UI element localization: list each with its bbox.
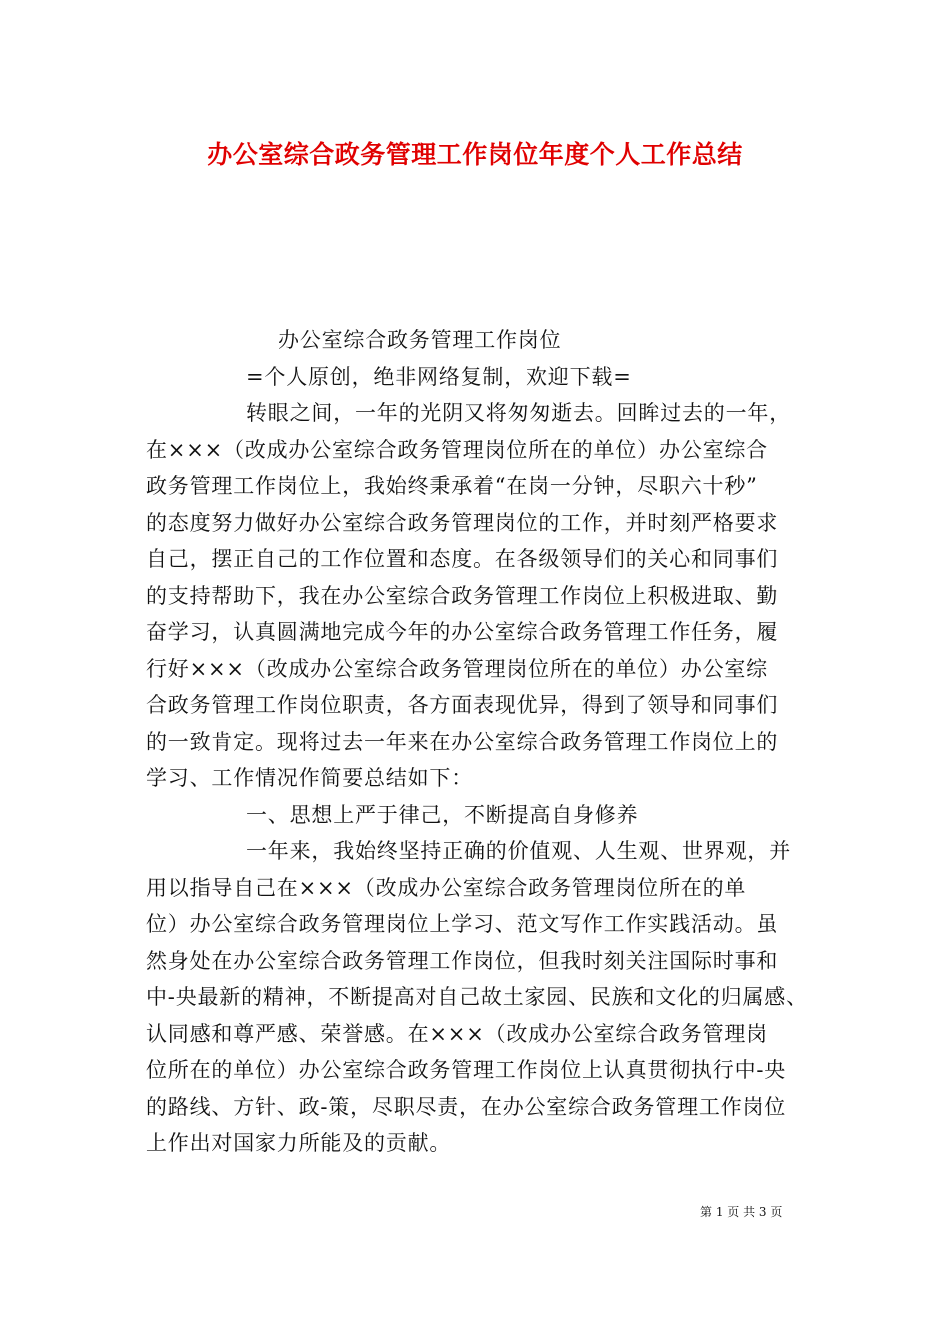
paragraph-line: 的一致肯定。现将过去一年来在办公室综合政务管理工作岗位上的 [146,730,779,754]
paragraph-line: 位）办公室综合政务管理岗位上学习、范文写作工作实践活动。虽 [146,912,779,936]
paragraph-line: 在×××（改成办公室综合政务管理岗位所在的单位）办公室综合 [146,438,768,462]
paragraph-line: 认同感和尊严感、荣誉感。在×××（改成办公室综合政务管理岗 [146,1022,768,1046]
paragraph-line: 上作出对国家力所能及的贡献。 [146,1131,452,1155]
document-subtitle: 办公室综合政务管理工作岗位 [278,328,562,352]
paragraph-line: 的路线、方针、政-策，尽职尽责，在办公室综合政务管理工作岗位 [146,1095,787,1119]
paragraph-line: 用以指导自己在×××（改成办公室综合政务管理岗位所在的单 [146,876,747,900]
paragraph-line: 学习、工作情况作简要总结如下： [146,766,473,790]
paragraph-line: 一年来，我始终坚持正确的价值观、人生观、世界观，并 [246,839,791,863]
paragraph-line: 奋学习，认真圆满地完成今年的办公室综合政务管理工作任务，履 [146,620,779,644]
paragraph-line: 自己，摆正自己的工作位置和态度。在各级领导们的关心和同事们 [146,547,779,571]
paragraph-line: 行好×××（改成办公室综合政务管理岗位所在的单位）办公室综 [146,657,768,681]
document-title: 办公室综合政务管理工作岗位年度个人工作总结 [207,140,743,169]
page-number-footer: 第 1 页 共 3 页 [700,1205,783,1219]
paragraph-line: 合政务管理工作岗位职责，各方面表现优异，得到了领导和同事们 [146,693,779,717]
section-heading: 一、思想上严于律己，不断提高自身修养 [246,803,639,827]
paragraph-line: 位所在的单位）办公室综合政务管理工作岗位上认真贯彻执行中-央 [146,1058,787,1082]
document-note: =个人原创，绝非网络复制，欢迎下载= [246,365,632,389]
paragraph-line: 转眼之间，一年的光阴又将匆匆逝去。回眸过去的一年， [246,401,791,425]
paragraph-line: 政务管理工作岗位上，我始终秉承着“在岗一分钟，尽职六十秒” [146,474,758,498]
paragraph-line: 的态度努力做好办公室综合政务管理岗位的工作，并时刻严格要求 [146,511,779,535]
paragraph-line: 然身处在办公室综合政务管理工作岗位，但我时刻关注国际时事和 [146,949,779,973]
paragraph-line: 中-央最新的精神，不断提高对自己故土家园、民族和文化的归属感、 [146,985,808,1009]
paragraph-line: 的支持帮助下，我在办公室综合政务管理工作岗位上积极进取、勤 [146,584,779,608]
